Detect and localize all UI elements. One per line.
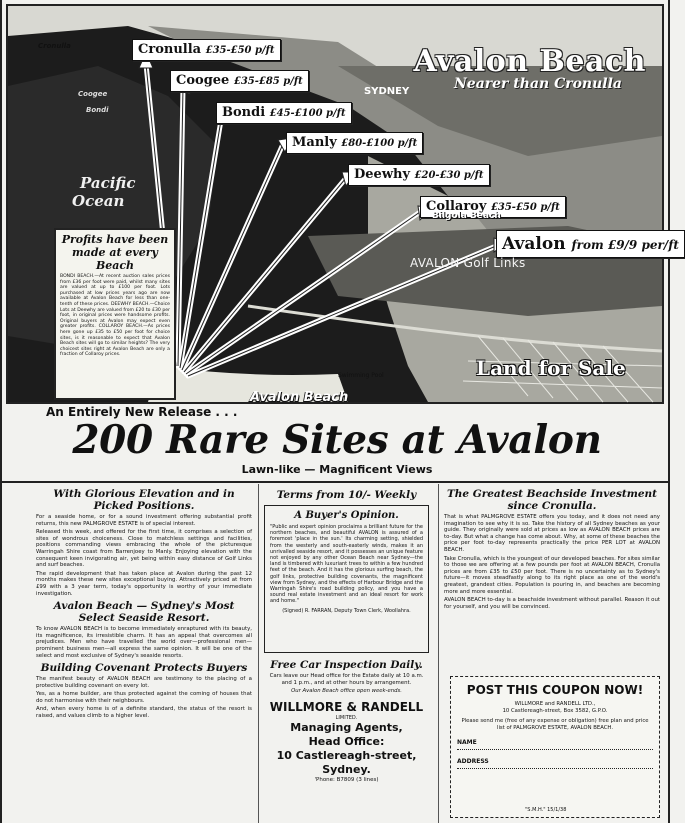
left-paragraph: Yes, as a home builder, are thus protected against the coming of houses that do not harmonise with their neighbours. bbox=[36, 691, 252, 704]
left-paragraph: For a seaside home, or for a sound investment offering substantial profit returns, this new PALMGROVE ESTATE is of special interest. bbox=[36, 514, 252, 527]
terms-heading: Terms from 10/- Weekly bbox=[276, 489, 417, 501]
coupon-address-label: ADDRESS bbox=[457, 758, 489, 766]
price-tag-deewhy bbox=[348, 164, 490, 186]
main-headline: 200 Rare Sites at Avalon bbox=[72, 417, 602, 463]
left-heading-elevation: With Glorious Elevation and in Picked Positions. bbox=[53, 488, 235, 512]
price-value: £80-£100 p/ft bbox=[341, 138, 418, 149]
opinion-body: "Public and expert opinion proclaims a brilliant future for the northern beaches, and beautiful AVALON is assured of a foremost 'place in the sun.' Its charming setting, shielded from the westerly and south-easterly winds, makes it an unrivalled seaside resort, and it possesses an unique feature not enjoyed by any other Ocean Beach near Sydney—the land is timbered with luxuriant trees to within a few hundred feet of the beach. And it has the glorious surfing beach, the golf links, protective building covenants, the magnificent view from Sydney, and the effects of Harbour Bridge and the Warringah Shire's road building policy, and you have a sound real estate investment and an ideal resort for work and home." bbox=[270, 524, 423, 605]
price-beach-name: Collaroy bbox=[426, 199, 487, 214]
left-heading-resort: Avalon Beach — Sydney's Most Select Seaside Resort. bbox=[53, 600, 235, 625]
price-beach-name: Coogee bbox=[176, 73, 230, 88]
section-divider bbox=[2, 481, 668, 483]
coupon-to-line: WILLMORE and RANDELL LTD., bbox=[514, 701, 596, 707]
left-paragraph: To know AVALON BEACH is to become immediately enraptured with its beauty, its magnificence, its irresistible charm. It has an appeal that overcomes all prejudices. Men who have travelled the world over—professional men—prominent business men—all express the same opinion. It will be one of the select and most exclusive of Sydney's seaside resorts. bbox=[36, 626, 252, 659]
profits-body: BONDI BEACH.—At recent auction sales prices from £36 per foot were paid, whilst many sites are valued at up to £100 per foot. Lots purchased at low prices years ago are now available at Avalon Beach for less than one-tenth of these prices. DEEWHY BEACH.—Choice Lots at Deewhy are valued from £20 to £30 per foot, in original prices were handsome profits. Original buyers at Avalon may expect even greater profits. COLLAROY BEACH.—As prices here gone up £35 to £50 per foot for choice sites, is it reasonable to expect that Avalon Beach sites will go to similar heights? The very choicest sites right at Avalon Beach are only a fraction of Collaroy prices. bbox=[60, 274, 170, 358]
price-value: from £9/9 per/ft bbox=[571, 238, 679, 252]
price-tag-avalon bbox=[496, 230, 685, 258]
left-column bbox=[36, 485, 252, 823]
land-for-sale-label: Land for Sale bbox=[476, 356, 626, 380]
coupon-to-address: 10 Castlereagh-street, Box 3582, G.P.O. bbox=[502, 707, 608, 714]
price-tag-bondi bbox=[216, 102, 352, 124]
price-beach-name: Deewhy bbox=[354, 167, 411, 182]
agent-firm-ltd: LIMITED. bbox=[335, 715, 358, 722]
price-value: £45-£100 p/ft bbox=[269, 108, 346, 119]
profits-box bbox=[54, 228, 176, 400]
brand-title: Avalon Beach bbox=[413, 44, 646, 79]
agent-firm-name: WILLMORE & RANDELL bbox=[269, 700, 424, 715]
coupon-address-field[interactable] bbox=[457, 758, 653, 769]
middle-column bbox=[264, 485, 429, 823]
aerial-map-illustration bbox=[6, 4, 679, 405]
coupon-reference: "S.M.H." 15/1/38 bbox=[525, 807, 567, 813]
left-heading-covenant: Building Covenant Protects Buyers bbox=[40, 662, 248, 675]
headline-subtitle: Lawn-like — Magnificent Views bbox=[241, 463, 433, 476]
coupon-name-field[interactable] bbox=[457, 739, 653, 750]
column-divider bbox=[438, 484, 439, 823]
price-tag-cronulla bbox=[132, 39, 281, 61]
buyer-opinion-box bbox=[264, 505, 429, 653]
right-paragraph: Take Cronulla, which is the youngest of our developed beaches. For sites similar to those we are offering at a few pounds per foot at AVALON BEACH, Cronulla prices are from £35 to £50 per foot. There is no uncertainty as to Sydney's future—it moves steadfastly along to its right place as one of the world's greatest, grandest cities. Population is pouring in, and beaches are becoming more and more essential. bbox=[444, 555, 660, 595]
left-paragraph: And, when every home is of a definite standard, the status of the resort is raised, and values climb to a higher level. bbox=[36, 706, 252, 720]
left-paragraph: Released this week, and offered for the first time, it comprises a selection of sites of wondrous choiceness. Close to matchless settings and facilities, positions commanding views embracing the whole of the picturesque Warringah Shire coast from Barrenjoey to Manly. Enjoying elevation with the consequent keen invigorating air, yet being within easy distance of Golf Links and surf beaches. bbox=[36, 529, 252, 569]
price-value: £35-£50 p/ft bbox=[490, 202, 560, 213]
price-beach-name: Bondi bbox=[222, 105, 266, 120]
coupon-recipient bbox=[457, 701, 653, 714]
map-label-ocean: Ocean bbox=[72, 192, 125, 210]
release-tagline: An Entirely New Release . . . bbox=[46, 405, 238, 419]
agent-phone: 'Phone: B7809 (3 lines) bbox=[314, 777, 379, 784]
price-tag-manly bbox=[286, 132, 423, 154]
coupon-title: POST THIS COUPON NOW! bbox=[466, 683, 644, 697]
office-note: Our Avalon Beach office open week-ends. bbox=[291, 688, 402, 695]
price-beach-name: Manly bbox=[292, 135, 337, 150]
agents-block bbox=[264, 700, 429, 783]
map-label-swimming-pool: Swimming Pool bbox=[338, 372, 384, 379]
brand-subtitle: Nearer than Cronulla bbox=[454, 76, 622, 92]
right-paragraph: AVALON BEACH to-day is a beachside investment without parallel. Reason it out for yourself, and you will be convinced. bbox=[444, 597, 660, 610]
free-car-heading: Free Car Inspection Daily. bbox=[270, 659, 423, 671]
price-value: £35-£85 p/ft bbox=[233, 76, 303, 87]
map-label-golf-links: AVALON Golf Links bbox=[410, 256, 526, 270]
price-tag-coogee bbox=[170, 70, 309, 92]
coupon-request: Please send me (free of any expense or obligation) free plan and price list of PALMGROVE ESTATE, AVALON BEACH. bbox=[461, 718, 649, 731]
map-label-bondi: Bondi bbox=[86, 106, 109, 114]
map-label-sydney: SYDNEY bbox=[364, 86, 410, 97]
map-label-cronulla: Cronulla bbox=[38, 42, 71, 50]
map-label-avalon-beach: Avalon Beach bbox=[250, 390, 349, 405]
column-divider bbox=[258, 484, 259, 823]
price-beach-name: Cronulla bbox=[138, 42, 202, 57]
left-paragraph: The manifest beauty of AVALON BEACH are testimony to the placing of a protective building covenant on every lot. bbox=[36, 676, 252, 689]
opinion-signature: (Signed) R. FARRAN, Deputy Town Clerk, Woollahra. bbox=[282, 607, 411, 614]
agent-address: 10 Castlereagh-street, Sydney. bbox=[276, 749, 417, 777]
agent-role: Managing Agents, bbox=[290, 721, 403, 735]
map-label-pacific: Pacific bbox=[80, 174, 136, 192]
head-office-label: Head Office: bbox=[308, 735, 385, 749]
map-label-coogee: Coogee bbox=[78, 90, 108, 98]
left-paragraph: The rapid development that has taken place at Avalon during the past 12 months makes these new sites exceptional buying. Attractively priced at from £99 with a 3 year term, today's opportunity is worthy of your immediate investigation. bbox=[36, 570, 252, 597]
map-label-bilgola: Bilgola Beach bbox=[432, 211, 501, 221]
mail-coupon[interactable] bbox=[450, 676, 660, 818]
price-beach-name: Avalon bbox=[502, 234, 566, 254]
right-paragraph: That is what PALMGROVE ESTATE offers you today, and it does not need any imagination to see why it is so. Take the history of all Sydney beaches as your guide. They originally were sold at prices as low as AVALON BEACH prices are to-day. But what a change has come about. Why, at some of these beaches the price per foot to-day represents practically the price PER LOT at AVALON BEACH. bbox=[444, 514, 660, 553]
price-value: £35-£50 p/ft bbox=[205, 45, 275, 56]
free-car-body: Cars leave our Head office for the Estate daily at 10 a.m. and 1 p.m., and at other hours by arrangement. bbox=[269, 673, 424, 686]
price-value: £20-£30 p/ft bbox=[414, 170, 484, 181]
opinion-title: A Buyer's Opinion. bbox=[294, 510, 399, 521]
coupon-name-label: NAME bbox=[457, 739, 477, 747]
right-heading-investment: The Greatest Beachside Investment since Cronulla. bbox=[446, 488, 658, 512]
profits-title: Profits have been made at every Beach bbox=[61, 233, 169, 272]
